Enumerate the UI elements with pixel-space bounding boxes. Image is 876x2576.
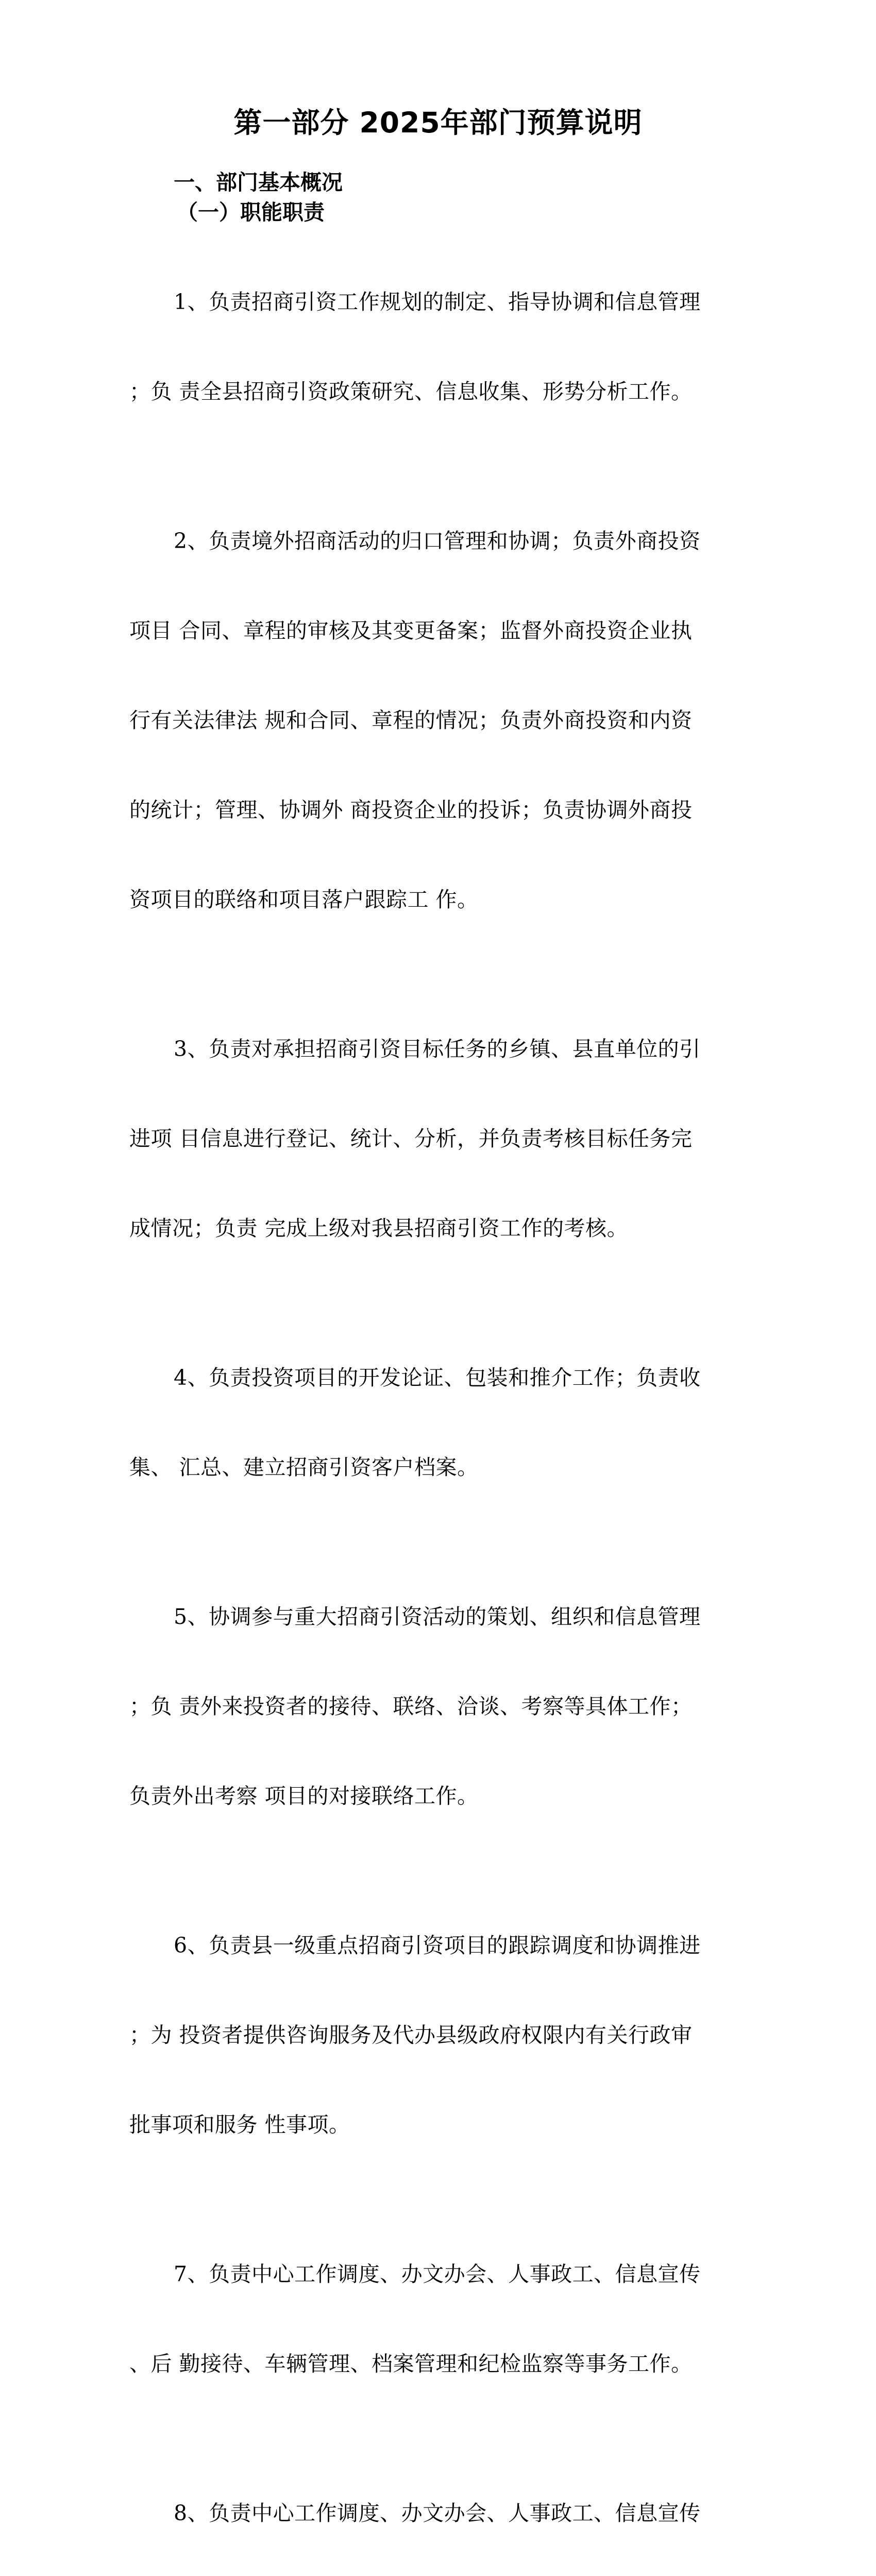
- paragraph-line: 、后 勤接待、车辆管理、档案管理和纪检监察等事务工作。: [129, 2351, 693, 2376]
- paragraph-line: 负责外出考察 项目的对接联络工作。: [129, 1784, 479, 1808]
- paragraph-line: 1、负责招商引资工作规划的制定、指导协调和信息管理: [174, 290, 701, 314]
- paragraph-line: 5、协调参与重大招商引资活动的策划、组织和信息管理: [174, 1604, 701, 1629]
- duty-paragraph: [129, 2199, 737, 2438]
- paragraph-line: 成情况；负责 完成上级对我县招商引资工作的考核。: [129, 1216, 629, 1241]
- duty-paragraph: [129, 466, 737, 974]
- duty-paragraph: [129, 1871, 737, 2199]
- subsection-heading-duties: （一）职能职责: [177, 200, 325, 225]
- paragraph-line: 4、负责投资项目的开发论证、包装和推介工作；负责收: [174, 1365, 701, 1390]
- paragraph-line: 批事项和服务 性事项。: [129, 2112, 350, 2137]
- page-title: 第一部分 2025年部门预算说明: [233, 106, 643, 139]
- paragraph-line: 资项目的联络和项目落户跟踪工 作。: [129, 887, 479, 912]
- paragraph-line: ；为 投资者提供咨询服务及代办县级政府权限内有关行政审: [129, 2023, 693, 2047]
- paragraph-line: 进项 目信息进行登记、统计、分析，并负责考核目标任务完: [129, 1126, 693, 1151]
- paragraph-line: 6、负责县一级重点招商引资项目的跟踪调度和协调推进: [174, 1933, 701, 1958]
- paragraph-line: 7、负责中心工作调度、办文办会、人事政工、信息宣传: [174, 2262, 701, 2286]
- paragraph-line: 8、负责中心工作调度、办文办会、人事政工、信息宣传: [174, 2501, 701, 2526]
- paragraph-line: 集、 汇总、建立招商引资客户档案。: [129, 1455, 479, 1480]
- duty-paragraph: [129, 1303, 737, 1542]
- paragraph-line: 行有关法律法 规和合同、章程的情况；负责外商投资和内资: [129, 708, 693, 733]
- paragraph-line: 的统计；管理、协调外 商投资企业的投诉；负责协调外商投: [129, 798, 693, 822]
- paragraph-line: ；负 责全县招商引资政策研究、信息收集、形势分析工作。: [129, 379, 693, 404]
- section-heading-basic-overview: 一、部门基本概况: [174, 170, 343, 195]
- paragraph-line: 项目 合同、章程的审核及其变更备案；监督外商投资企业执: [129, 618, 693, 643]
- duty-paragraph: [129, 227, 737, 466]
- document-body: [129, 167, 737, 2576]
- paragraph-line: 3、负责对承担招商引资目标任务的乡镇、县直单位的引: [174, 1037, 701, 1061]
- duty-paragraph: [129, 1542, 737, 1871]
- duty-paragraph: [129, 2438, 737, 2576]
- paragraph-line: 2、负责境外招商活动的归口管理和协调；负责外商投资: [174, 529, 701, 553]
- duty-paragraph: [129, 974, 737, 1303]
- paragraph-line: ；负 责外来投资者的接待、联络、洽谈、考察等具体工作；: [129, 1694, 693, 1719]
- duties-paragraphs: [129, 227, 737, 2576]
